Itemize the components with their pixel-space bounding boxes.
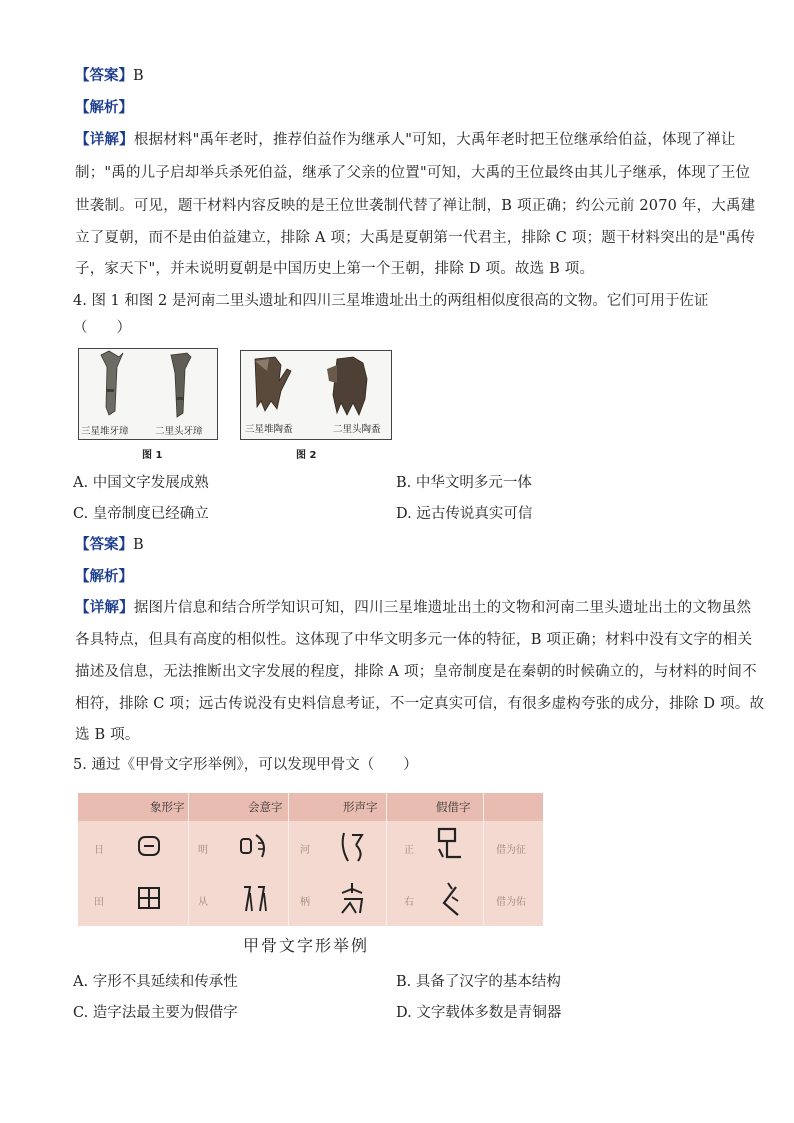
glyph-bing-icon <box>336 879 370 919</box>
q4-answer-line <box>75 535 144 555</box>
row2-char-cong: 从 <box>198 897 208 908</box>
header-ideograph: 会意字 <box>248 800 283 814</box>
q4-detail-line-4: 相符，排除 C 项；远古传说没有史料信息考证，不一定真实可信，有很多虚构夸张的成分，排除 D 项。故 <box>75 696 765 712</box>
q4-blank: （ ） <box>73 320 131 336</box>
q4-option-d[interactable]: D. 远古传说真实可信 <box>396 506 533 522</box>
q5-option-a[interactable]: A. 字形不具延续和传承性 <box>73 974 238 990</box>
q4-option-b[interactable]: B. 中华文明多元一体 <box>396 475 532 491</box>
q4-stem: 4. 图 1 和图 2 是河南二里头遗址和四川三星堆遗址出土的两组相似度很高的文物。它们可用于佐证 <box>73 293 709 309</box>
q4-detail-line-1 <box>75 598 751 618</box>
header-pictograph: 象形字 <box>150 800 185 814</box>
q4-option-c[interactable]: C. 皇帝制度已经确立 <box>73 506 209 522</box>
fig2-label-right: 二里头陶盉 <box>333 424 381 435</box>
yazhang-illustration <box>79 349 217 421</box>
q4-detail-line-2: 各具特点，但具有高度的相似性。这体现了中华文明多元一体的特征，B 项正确；材料中没有文字的相关 <box>75 632 753 648</box>
q3-detail-line-1 <box>75 130 736 150</box>
q5-option-b[interactable]: B. 具备了汉字的基本结构 <box>396 974 561 990</box>
header-loan: 假借字 <box>436 800 471 814</box>
q5-stem: 5. 通过《甲骨文字形举例》，可以发现甲骨文（ ） <box>73 757 418 773</box>
detail-text: 据图片信息和结合所学知识可知，四川三星堆遗址出土的文物和河南二里头遗址出土的文物虽然 <box>133 600 752 616</box>
row2-char-tian: 田 <box>94 897 104 908</box>
row1-char-ri: 日 <box>94 845 104 856</box>
analysis-tag: 【解析】 <box>75 99 133 116</box>
glyph-cong-icon <box>238 881 272 915</box>
q4-analysis-line <box>75 567 133 587</box>
fig2-label-left: 三星堆陶盉 <box>245 424 293 435</box>
q4-option-a[interactable]: A. 中国文字发展成熟 <box>73 475 209 491</box>
detail-tag: 【详解】 <box>75 131 134 148</box>
answer-value: B <box>133 68 144 84</box>
row1-char-zheng: 正 <box>404 845 414 856</box>
fig1-label-right: 二里头牙璋 <box>155 426 203 437</box>
q3-detail-line-4: 立了夏朝，而不是由伯益建立，排除 A 项；大禹是夏朝第一代君主，排除 C 项；题干材料突出的是"禹传 <box>75 230 756 246</box>
answer-tag: 【答案】 <box>75 536 133 553</box>
row1-note: 借为征 <box>496 845 526 856</box>
table-row <box>78 821 543 873</box>
q5-option-c[interactable]: C. 造字法最主要为假借字 <box>73 1005 238 1021</box>
taohe-illustration <box>241 351 391 421</box>
glyph-you-icon <box>436 879 466 919</box>
oracle-bone-table <box>78 793 543 926</box>
glyph-tian-icon <box>136 885 162 911</box>
row1-char-ming: 明 <box>198 845 208 856</box>
q4-detail-line-5: 选 B 项。 <box>75 727 140 743</box>
figure-1-caption: 图 1 <box>142 450 163 461</box>
row1-char-he: 河 <box>300 845 310 856</box>
glyph-ming-icon <box>238 831 272 861</box>
detail-tag: 【详解】 <box>75 599 134 616</box>
fig1-label-left: 三星堆牙璋 <box>81 426 129 437</box>
row2-char-you: 右 <box>404 897 414 908</box>
detail-text: 根据材料"禹年老时，推荐伯益作为继承人"可知，大禹年老时把王位继承给伯益，体现了禅让 <box>133 132 736 148</box>
glyph-he-icon <box>338 827 368 865</box>
q4-detail-line-3: 描述及信息，无法推断出文字发展的程度，排除 A 项；皇帝制度是在秦朝的时候确立的，与材料的时间不 <box>75 664 757 680</box>
answer-value: B <box>133 537 144 553</box>
row2-char-bing: 柄 <box>300 897 310 908</box>
q3-answer-line <box>75 66 144 86</box>
table-caption: 甲骨文字形举例 <box>243 936 370 955</box>
q3-detail-line-5: 子，家天下"，并未说明夏朝是中国历史上第一个王朝，排除 D 项。故选 B 项。 <box>75 261 595 277</box>
q3-detail-line-2: 制；"禹的儿子启却举兵杀死伯益，继承了父亲的位置"可知，大禹的王位最终由其儿子继承，体现了王位 <box>75 165 751 181</box>
q3-analysis-line <box>75 98 133 118</box>
header-phonosemantic: 形声字 <box>343 800 378 814</box>
q5-option-d[interactable]: D. 文字载体多数是青铜器 <box>396 1005 562 1021</box>
figure-1-yazhang <box>78 348 218 440</box>
glyph-zheng-icon <box>433 825 467 865</box>
analysis-tag: 【解析】 <box>75 568 133 585</box>
q3-detail-line-3: 世袭制。可见，题干材料内容反映的是王位世袭制代替了禅让制，B 项正确；约公元前 2070 年，大禹建 <box>75 198 756 214</box>
table-header <box>78 793 543 821</box>
figure-2-taohe <box>240 350 392 440</box>
table-row <box>78 873 543 925</box>
answer-tag: 【答案】 <box>75 67 133 84</box>
row2-note: 借为佑 <box>496 897 526 908</box>
glyph-ri-icon <box>136 833 162 859</box>
figure-2-caption: 图 2 <box>296 450 317 461</box>
